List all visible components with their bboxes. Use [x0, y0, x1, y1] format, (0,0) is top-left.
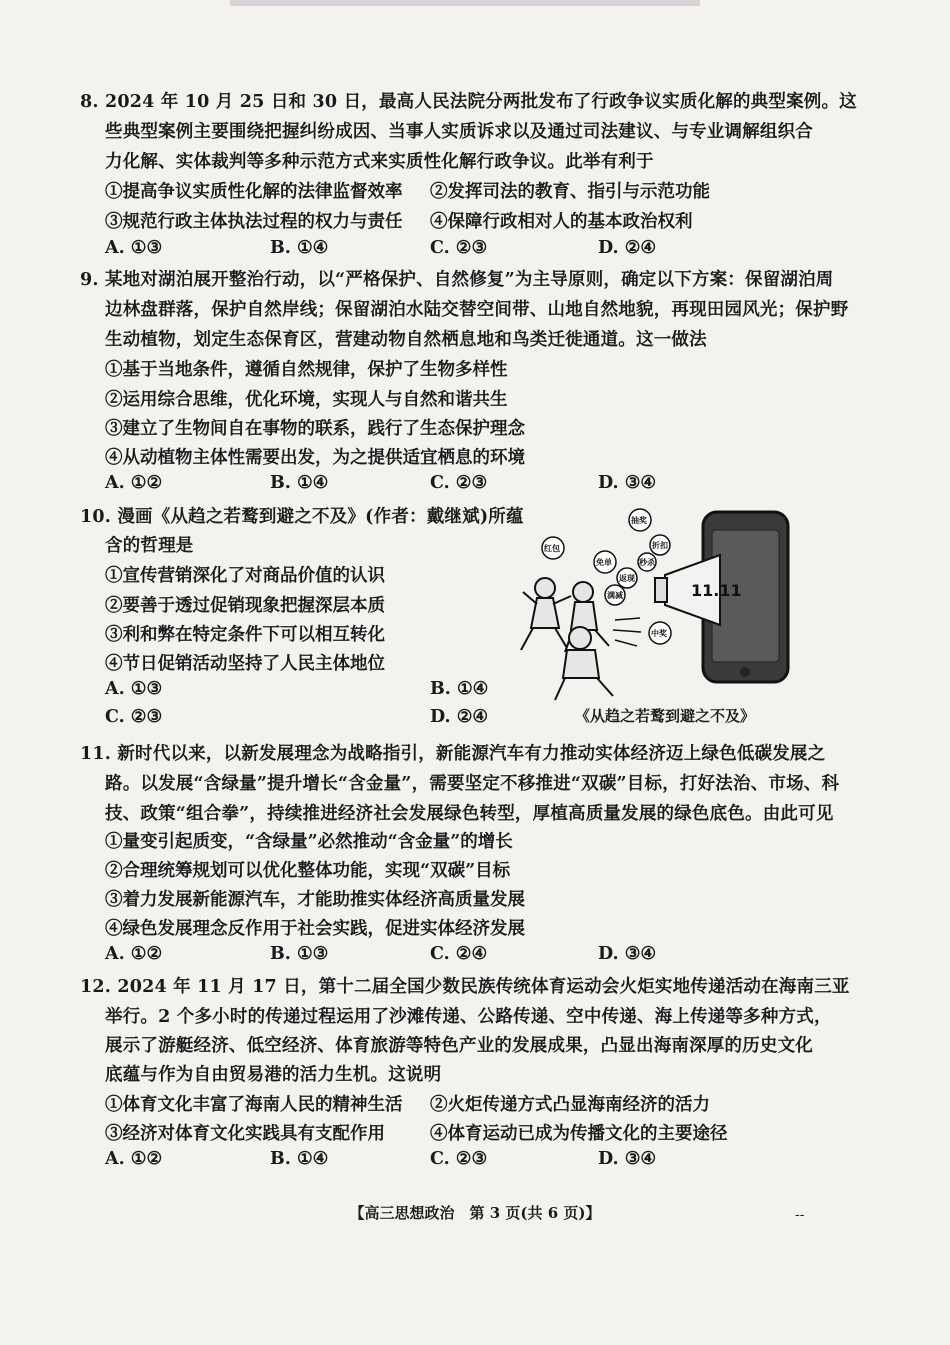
footer-mark: -- — [795, 1207, 805, 1223]
bubble-text: 红包 — [544, 544, 560, 553]
q10-line-2: 含的哲理是 — [105, 536, 194, 556]
q11-choice-c[interactable]: C. ②④ — [430, 944, 488, 964]
q9-statement-2: ②运用综合思维，优化环境，实现人与自然和谐共生 — [105, 390, 508, 410]
cartoon-illustration — [515, 500, 815, 705]
q11-line-3: 技、政策“组合拳”，持续推进经济社会发展绿色转型，厚植高质量发展的绿色底色。由此可见 — [105, 804, 834, 824]
q9-line-2: 边林盘群落，保护自然岸线；保留湖泊水陆交替空间带、山地自然地貌，再现田园风光；保护野 — [105, 300, 849, 320]
q8-line-2: 些典型案例主要围绕把握纠纷成因、当事人实质诉求以及通过司法建议、与专业调解组织合 — [105, 122, 813, 142]
q9-choice-d[interactable]: D. ③④ — [598, 473, 657, 493]
q8-statement-4: ④保障行政相对人的基本政治权利 — [430, 212, 693, 232]
q12-statement-2: ②火炬传递方式凸显海南经济的活力 — [430, 1095, 710, 1115]
q10-choice-c[interactable]: C. ②③ — [105, 707, 163, 727]
q11-statement-1: ①量变引起质变，“含绿量”必然推动“含金量”的增长 — [105, 832, 513, 852]
q11-line-2: 路。以发展“含绿量”提升增长“含金量”，需要坚定不移推进“双碳”目标，打好法治、市场、科 — [105, 774, 840, 794]
q12-choice-b[interactable]: B. ①④ — [270, 1149, 329, 1169]
motion-lines — [613, 618, 641, 646]
bubble-text: 抽奖 — [631, 516, 647, 525]
q11-statement-3: ③着力发展新能源汽车，才能助推实体经济高质量发展 — [105, 890, 525, 910]
q9-statement-4: ④从动植物主体性需要出发，为之提供适宜栖息的环境 — [105, 448, 525, 468]
q8-line-3: 力化解、实体裁判等多种示范方式来实质性化解行政争议。此举有利于 — [105, 152, 654, 172]
q8-statement-3: ③规范行政主体执法过程的权力与责任 — [105, 212, 403, 232]
q10-statement-2: ②要善于透过促销现象把握深层本质 — [105, 596, 385, 616]
q12-statement-1: ①体育文化丰富了海南人民的精神生活 — [105, 1095, 403, 1115]
q12-statement-3: ③经济对体育文化实践具有支配作用 — [105, 1124, 385, 1144]
q10-choice-b[interactable]: B. ①④ — [430, 679, 489, 699]
q9-statement-3: ③建立了生物间自在事物的联系，践行了生态保护理念 — [105, 419, 525, 439]
q8-choice-b[interactable]: B. ①④ — [270, 238, 329, 258]
q12-line-1: 12. 2024 年 11 月 17 日，第十二届全国少数民族传统体育运动会火炬实地传递活动在海南三亚 — [80, 977, 850, 997]
q10-line-1: 10. 漫画《从趋之若鹜到避之不及》(作者：戴继斌)所蕴 — [80, 507, 524, 527]
q11-choice-b[interactable]: B. ①③ — [270, 944, 329, 964]
q11-choice-a[interactable]: A. ①② — [105, 944, 163, 964]
q9-choice-c[interactable]: C. ②③ — [430, 473, 488, 493]
q11-statement-2: ②合理统筹规划可以优化整体功能，实现“双碳”目标 — [105, 861, 511, 881]
q10-choice-a[interactable]: A. ①③ — [105, 679, 163, 699]
q12-choice-a[interactable]: A. ①② — [105, 1149, 163, 1169]
q12-line-4: 底蕴与作为自由贸易港的活力生机。这说明 — [105, 1065, 442, 1085]
bubble-text: 返现 — [619, 574, 635, 583]
promo-bubbles — [542, 509, 671, 644]
q9-choice-a[interactable]: A. ①② — [105, 473, 163, 493]
bubble-text: 折扣 — [652, 541, 668, 550]
q11-line-1: 11. 新时代以来，以新发展理念为战略指引，新能源汽车有力推动实体经济迈上绿色低碳发展之 — [80, 744, 826, 764]
q10-choice-d[interactable]: D. ②④ — [430, 707, 489, 727]
q12-statement-4: ④体育运动已成为传播文化的主要途径 — [430, 1124, 728, 1144]
q11-choice-d[interactable]: D. ③④ — [598, 944, 657, 964]
q10-statement-3: ③利和弊在特定条件下可以相互转化 — [105, 625, 385, 645]
q12-line-2: 举行。2 个多小时的传递过程运用了沙滩传递、公路传递、空中传递、海上传递等多种方式， — [105, 1007, 832, 1027]
q9-choice-b[interactable]: B. ①④ — [270, 473, 329, 493]
q10-statement-1: ①宣传营销深化了对商品价值的认识 — [105, 566, 385, 586]
bubble-text: 免单 — [596, 558, 612, 567]
page-footer: 【高三思想政治 第 3 页(共 6 页)】 — [349, 1204, 601, 1222]
bubble-text: 中奖 — [651, 629, 667, 638]
scan-strip — [230, 0, 700, 6]
q8-line-1: 8. 2024 年 10 月 25 日和 30 日，最高人民法院分两批发布了行政争议实质化解的典型案例。这 — [80, 92, 857, 112]
cartoon-caption: 《从趋之若鹜到避之不及》 — [575, 707, 756, 725]
q12-line-3: 展示了游艇经济、低空经济、体育旅游等特色产业的发展成果，凸显出海南深厚的历史文化 — [105, 1036, 813, 1056]
q9-line-1: 9. 某地对湖泊展开整治行动，以“严格保护、自然修复”为主导原则，确定以下方案：保留湖泊周 — [80, 270, 834, 290]
q8-choice-d[interactable]: D. ②④ — [598, 238, 657, 258]
q9-statement-1: ①基于当地条件，遵循自然规律，保护了生物多样性 — [105, 360, 508, 380]
q8-choice-a[interactable]: A. ①③ — [105, 238, 163, 258]
q11-statement-4: ④绿色发展理念反作用于社会实践，促进实体经济发展 — [105, 919, 525, 939]
q8-statement-2: ②发挥司法的教育、指引与示范功能 — [430, 182, 710, 202]
bubble-text: 满减 — [607, 591, 623, 600]
screen-text: 11.11 — [691, 581, 742, 600]
fleeing-people-icon — [521, 578, 613, 700]
bubble-text: 秒杀 — [639, 558, 655, 567]
q12-choice-c[interactable]: C. ②③ — [430, 1149, 488, 1169]
q8-choice-c[interactable]: C. ②③ — [430, 238, 488, 258]
q9-line-3: 生动植物，划定生态保育区，营建动物自然栖息地和鸟类迁徙通道。这一做法 — [105, 330, 707, 350]
q12-choice-d[interactable]: D. ③④ — [598, 1149, 657, 1169]
q8-statement-1: ①提高争议实质性化解的法律监督效率 — [105, 182, 403, 202]
q10-statement-4: ④节日促销活动坚持了人民主体地位 — [105, 654, 385, 674]
